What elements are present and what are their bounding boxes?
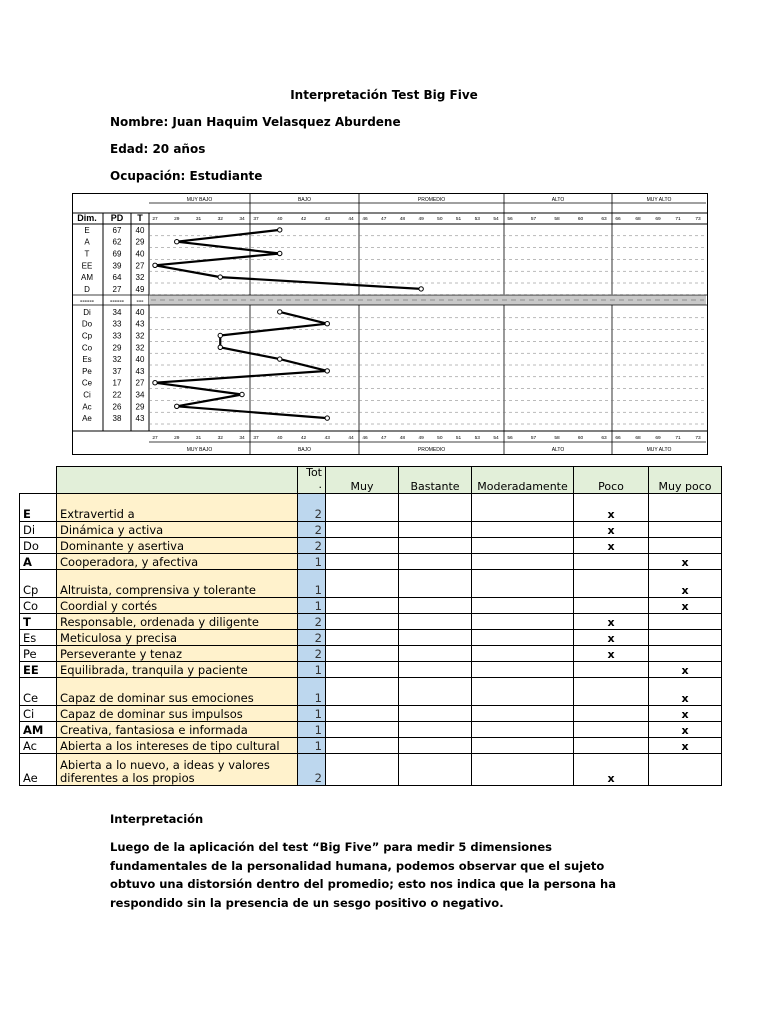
profile-point	[218, 345, 222, 349]
profile-point	[240, 392, 244, 396]
row-mark-muy-poco	[649, 754, 722, 786]
tick-label: 53	[474, 436, 480, 441]
row-code: Pe	[20, 646, 57, 662]
tick-label: 32	[217, 217, 223, 222]
scores-table	[19, 466, 722, 786]
row-mark-bastante	[399, 662, 472, 678]
table-row	[20, 738, 722, 754]
tick-label: 44	[348, 217, 354, 222]
tick-label: 42	[300, 217, 307, 222]
row-t-value: 32	[135, 273, 145, 283]
row-total: 2	[298, 754, 326, 786]
tick-label: 54	[493, 436, 499, 441]
profile-point	[153, 263, 157, 267]
tick-label: 63	[601, 436, 607, 441]
name-line: Nombre: Juan Haquim Velasquez Aburdene	[110, 115, 401, 129]
row-pd-value: 62	[112, 237, 122, 247]
band-label: MUY BAJO	[186, 447, 213, 453]
row-pd-value: 26	[112, 402, 122, 412]
row-code: Ci	[20, 706, 57, 722]
scores-table-body	[20, 494, 722, 786]
row-pd-value: 67	[112, 225, 122, 235]
row-mark-moderadamente	[472, 738, 574, 754]
row-mark-muy-poco: x	[649, 722, 722, 738]
row-description: Dinámica y activa	[57, 522, 298, 538]
tick-label: 43	[324, 436, 330, 441]
row-t-value: 43	[135, 414, 145, 424]
header-spacer	[57, 467, 298, 494]
row-code: T	[20, 614, 57, 630]
header-pd: PD	[110, 213, 124, 223]
tick-label: 51	[455, 217, 462, 222]
row-mark-bastante	[399, 722, 472, 738]
profile-point	[175, 240, 179, 244]
tick-label: 29	[174, 436, 180, 441]
tick-label: 60	[577, 436, 584, 441]
row-mark-poco: x	[574, 646, 649, 662]
row-mark-muy-poco: x	[649, 598, 722, 614]
row-mark-muy-poco: x	[649, 678, 722, 706]
row-total: 1	[298, 678, 326, 706]
row-mark-bastante	[399, 598, 472, 614]
band-label: PROMEDIO	[417, 447, 446, 453]
row-mark-poco: x	[574, 494, 649, 522]
tick-label: 27	[152, 436, 158, 441]
band-label: BAJO	[297, 447, 312, 453]
row-description: Altruista, comprensiva y tolerante	[57, 570, 298, 598]
row-pd-value: 64	[112, 273, 122, 283]
row-mark-muy	[326, 614, 399, 630]
row-pd-value: 22	[112, 390, 122, 400]
tick-label: 42	[300, 436, 307, 441]
row-description: Coordial y cortés	[57, 598, 298, 614]
table-row	[20, 614, 722, 630]
row-mark-muy	[326, 630, 399, 646]
row-mark-moderadamente	[472, 570, 574, 598]
table-row	[20, 678, 722, 706]
row-dim-label: Ac	[82, 402, 92, 412]
row-t-value: 40	[135, 307, 145, 317]
tick-label: 60	[577, 217, 584, 222]
profile-point	[278, 310, 282, 314]
band-label: PROMEDIO	[417, 197, 446, 203]
row-description: Perseverante y tenaz	[57, 646, 298, 662]
tick-label: 68	[635, 436, 641, 441]
row-mark-muy-poco	[649, 538, 722, 554]
row-pd-value: 39	[112, 261, 122, 271]
tick-label: 71	[675, 217, 681, 222]
row-code: Ce	[20, 678, 57, 706]
tick-label: 47	[381, 217, 387, 222]
tick-label: 37	[253, 217, 259, 222]
row-dim-label: T	[84, 249, 90, 259]
row-description: Creativa, fantasiosa e informada	[57, 722, 298, 738]
row-pd-value: 34	[112, 307, 122, 317]
tick-label: 47	[381, 436, 387, 441]
row-mark-moderadamente	[472, 554, 574, 570]
profile-point	[153, 381, 157, 385]
row-description: Responsable, ordenada y diligente	[57, 614, 298, 630]
profile-point	[278, 228, 282, 232]
tick-label: 29	[174, 217, 180, 222]
tick-label: 66	[615, 217, 621, 222]
row-mark-poco: x	[574, 754, 649, 786]
row-description: Capaz de dominar sus impulsos	[57, 706, 298, 722]
row-total: 2	[298, 646, 326, 662]
row-code: Do	[20, 538, 57, 554]
profile-point	[325, 322, 329, 326]
row-t-value: 32	[135, 343, 145, 353]
tick-label: 48	[399, 217, 406, 222]
table-row	[20, 754, 722, 786]
row-mark-muy-poco	[649, 630, 722, 646]
row-t-value: 40	[135, 225, 145, 235]
header-dim: Dim.	[77, 213, 97, 223]
band-label: BAJO	[297, 197, 312, 203]
tick-label: 73	[695, 217, 701, 222]
header-bastante: Bastante	[399, 467, 472, 494]
tick-label: 71	[675, 436, 681, 441]
tick-label: 53	[474, 217, 480, 222]
row-mark-moderadamente	[472, 706, 574, 722]
row-pd-value: 69	[112, 249, 122, 259]
row-mark-muy	[326, 738, 399, 754]
row-mark-bastante	[399, 614, 472, 630]
row-total: 2	[298, 538, 326, 554]
header-muy-poco: Muy poco	[649, 467, 722, 494]
row-mark-muy	[326, 538, 399, 554]
row-t-value: 34	[135, 390, 145, 400]
tick-label: 54	[493, 217, 499, 222]
tick-label: 34	[239, 217, 245, 222]
tick-label: 37	[253, 436, 259, 441]
row-mark-muy	[326, 754, 399, 786]
row-mark-moderadamente	[472, 646, 574, 662]
table-row	[20, 722, 722, 738]
row-mark-moderadamente	[472, 722, 574, 738]
header-t: T	[137, 213, 143, 223]
row-dim-label: E	[84, 225, 90, 235]
row-mark-poco	[574, 722, 649, 738]
tick-label: 34	[239, 436, 245, 441]
row-t-value: 43	[135, 366, 145, 376]
row-mark-moderadamente	[472, 630, 574, 646]
profile-point	[218, 333, 222, 337]
tick-label: 40	[277, 217, 283, 222]
row-pd-value: 33	[112, 331, 122, 341]
tick-label: 56	[507, 436, 513, 441]
band-label: MUY BAJO	[186, 197, 213, 203]
row-pd-value: 37	[112, 366, 122, 376]
row-total: 1	[298, 570, 326, 598]
tick-label: 43	[324, 217, 330, 222]
row-total: 1	[298, 598, 326, 614]
header-muy: Muy	[326, 467, 399, 494]
tick-label: 58	[554, 436, 560, 441]
profile-chart	[72, 193, 708, 455]
row-mark-poco	[574, 706, 649, 722]
row-dim-label: A	[84, 237, 90, 247]
occupation-line: Ocupación: Estudiante	[110, 169, 263, 183]
row-mark-poco: x	[574, 614, 649, 630]
row-description: Dominante y asertiva	[57, 538, 298, 554]
band-label: ALTO	[551, 197, 565, 203]
row-code: Di	[20, 522, 57, 538]
row-mark-poco	[574, 662, 649, 678]
tick-label: 32	[217, 436, 223, 441]
header-tot: Tot .	[298, 467, 326, 494]
row-mark-poco: x	[574, 522, 649, 538]
row-dim-label: Es	[82, 355, 92, 365]
row-pd-value: 38	[112, 414, 122, 424]
profile-point	[175, 404, 179, 408]
document-title: Interpretación Test Big Five	[290, 88, 478, 102]
row-mark-muy	[326, 554, 399, 570]
row-code: Cp	[20, 570, 57, 598]
row-dim-label: D	[84, 284, 90, 294]
tick-label: 66	[615, 436, 621, 441]
row-mark-bastante	[399, 738, 472, 754]
row-t-value: 40	[135, 249, 145, 259]
row-mark-muy-poco: x	[649, 570, 722, 598]
row-mark-moderadamente	[472, 494, 574, 522]
profile-point	[278, 357, 282, 361]
row-mark-poco: x	[574, 538, 649, 554]
row-total: 1	[298, 706, 326, 722]
row-mark-muy-poco	[649, 614, 722, 630]
row-code: AM	[20, 722, 57, 738]
row-mark-bastante	[399, 678, 472, 706]
row-mark-poco	[574, 554, 649, 570]
row-description: Capaz de dominar sus emociones	[57, 678, 298, 706]
header-moderadamente: Moderadamente	[472, 467, 574, 494]
row-pd-value: 17	[112, 378, 122, 388]
row-mark-poco	[574, 598, 649, 614]
tick-label: 46	[362, 217, 368, 222]
row-description: Meticulosa y precisa	[57, 630, 298, 646]
tick-label: 56	[507, 217, 513, 222]
row-mark-muy-poco	[649, 494, 722, 522]
row-mark-bastante	[399, 522, 472, 538]
row-mark-muy-poco: x	[649, 738, 722, 754]
table-row	[20, 494, 722, 522]
row-total: 1	[298, 738, 326, 754]
row-code: E	[20, 494, 57, 522]
profile-point	[325, 416, 329, 420]
tick-label: 31	[195, 436, 202, 441]
row-code: Es	[20, 630, 57, 646]
row-pd-value: 33	[112, 319, 122, 329]
tick-label: 40	[277, 436, 283, 441]
row-t-value: 29	[135, 237, 145, 247]
row-dim-label: Co	[81, 343, 93, 353]
separator-mark: ---	[136, 298, 144, 305]
row-mark-bastante	[399, 646, 472, 662]
tick-label: 68	[635, 217, 641, 222]
tick-label: 49	[418, 217, 424, 222]
row-total: 1	[298, 554, 326, 570]
row-dim-label: Ce	[81, 378, 93, 388]
row-mark-bastante	[399, 554, 472, 570]
interpretation-text: Luego de la aplicación del test “Big Five” para medir 5 dimensiones fundamentales de la personalidad humana, podemos observar que el sujeto obtuvo una distorsión dentro del promedio; esto nos indica que la persona ha respondido sin la presencia de un sesgo positivo o negativo.	[110, 840, 616, 910]
tick-label: 49	[418, 436, 424, 441]
tick-label: 57	[530, 436, 537, 441]
row-code: Ae	[20, 754, 57, 786]
row-mark-muy	[326, 678, 399, 706]
row-description: Abierta a lo nuevo, a ideas y valores diferentes a los propios	[57, 754, 298, 786]
row-mark-bastante	[399, 630, 472, 646]
row-mark-muy	[326, 598, 399, 614]
tick-label: 48	[399, 436, 406, 441]
row-mark-muy	[326, 646, 399, 662]
row-description: Extravertid a	[57, 494, 298, 522]
row-total: 1	[298, 662, 326, 678]
interpretation-title: Interpretación	[110, 812, 204, 826]
row-mark-moderadamente	[472, 662, 574, 678]
row-code: EE	[20, 662, 57, 678]
band-label: MUY ALTO	[646, 197, 672, 203]
tick-label: 51	[455, 436, 462, 441]
row-t-value: 29	[135, 402, 145, 412]
row-mark-muy	[326, 522, 399, 538]
table-row	[20, 554, 722, 570]
table-row	[20, 662, 722, 678]
row-description: Equilibrada, tranquila y paciente	[57, 662, 298, 678]
profile-point	[218, 275, 222, 279]
row-t-value: 27	[135, 261, 145, 271]
tick-label: 31	[195, 217, 202, 222]
row-total: 2	[298, 630, 326, 646]
row-dim-label: Ae	[82, 414, 92, 424]
tick-label: 50	[437, 436, 443, 441]
row-dim-label: AM	[81, 273, 93, 283]
row-description: Cooperadora, y afectiva	[57, 554, 298, 570]
row-mark-muy	[326, 662, 399, 678]
row-mark-bastante	[399, 494, 472, 522]
row-mark-muy-poco	[649, 646, 722, 662]
tick-label: 63	[601, 217, 607, 222]
table-row	[20, 598, 722, 614]
profile-point	[325, 369, 329, 373]
table-row	[20, 646, 722, 662]
separator-mark: ------	[110, 298, 124, 305]
tick-label: 50	[437, 217, 443, 222]
profile-point	[278, 251, 282, 255]
row-mark-moderadamente	[472, 522, 574, 538]
row-dim-label: Do	[81, 319, 93, 329]
row-code: Co	[20, 598, 57, 614]
row-t-value: 40	[135, 355, 145, 365]
row-mark-poco: x	[574, 630, 649, 646]
band-label: MUY ALTO	[646, 447, 672, 453]
tick-label: 73	[695, 436, 701, 441]
row-dim-label: Cp	[81, 331, 93, 341]
row-mark-moderadamente	[472, 754, 574, 786]
row-mark-muy	[326, 570, 399, 598]
row-t-value: 43	[135, 319, 145, 329]
row-mark-bastante	[399, 538, 472, 554]
row-dim-label: Di	[83, 307, 91, 317]
row-mark-muy	[326, 494, 399, 522]
table-row	[20, 706, 722, 722]
tick-label: 69	[655, 436, 661, 441]
row-mark-muy-poco	[649, 522, 722, 538]
row-t-value: 27	[135, 378, 145, 388]
table-row	[20, 630, 722, 646]
row-mark-moderadamente	[472, 678, 574, 706]
age-line: Edad: 20 años	[110, 142, 206, 156]
table-row	[20, 570, 722, 598]
row-mark-moderadamente	[472, 598, 574, 614]
row-mark-bastante	[399, 570, 472, 598]
band-label: ALTO	[551, 447, 565, 453]
row-mark-bastante	[399, 754, 472, 786]
tick-label: 46	[362, 436, 368, 441]
row-total: 1	[298, 722, 326, 738]
row-total: 2	[298, 522, 326, 538]
row-mark-bastante	[399, 706, 472, 722]
row-total: 2	[298, 614, 326, 630]
row-mark-muy	[326, 722, 399, 738]
row-code: Ac	[20, 738, 57, 754]
table-row	[20, 522, 722, 538]
row-mark-poco	[574, 738, 649, 754]
row-pd-value: 29	[112, 343, 122, 353]
row-dim-label: EE	[81, 261, 93, 271]
tick-label: 58	[554, 217, 560, 222]
tick-label: 69	[655, 217, 661, 222]
row-t-value: 49	[135, 284, 145, 294]
row-description: Abierta a los intereses de tipo cultural	[57, 738, 298, 754]
header-poco: Poco	[574, 467, 649, 494]
row-mark-poco	[574, 678, 649, 706]
row-total: 2	[298, 494, 326, 522]
row-t-value: 32	[135, 331, 145, 341]
tick-label: 44	[348, 436, 354, 441]
row-pd-value: 32	[112, 355, 122, 365]
tick-label: 27	[152, 217, 158, 222]
profile-point	[419, 287, 423, 291]
row-mark-poco	[574, 570, 649, 598]
row-pd-value: 27	[112, 284, 122, 294]
row-mark-muy-poco: x	[649, 706, 722, 722]
row-mark-moderadamente	[472, 614, 574, 630]
row-mark-muy-poco: x	[649, 662, 722, 678]
separator-mark: ------	[80, 298, 94, 305]
table-row	[20, 538, 722, 554]
row-mark-moderadamente	[472, 538, 574, 554]
row-dim-label: Ci	[83, 390, 91, 400]
tick-label: 57	[530, 217, 537, 222]
row-dim-label: Pe	[82, 366, 92, 376]
row-mark-muy-poco: x	[649, 554, 722, 570]
row-mark-muy	[326, 706, 399, 722]
row-code: A	[20, 554, 57, 570]
